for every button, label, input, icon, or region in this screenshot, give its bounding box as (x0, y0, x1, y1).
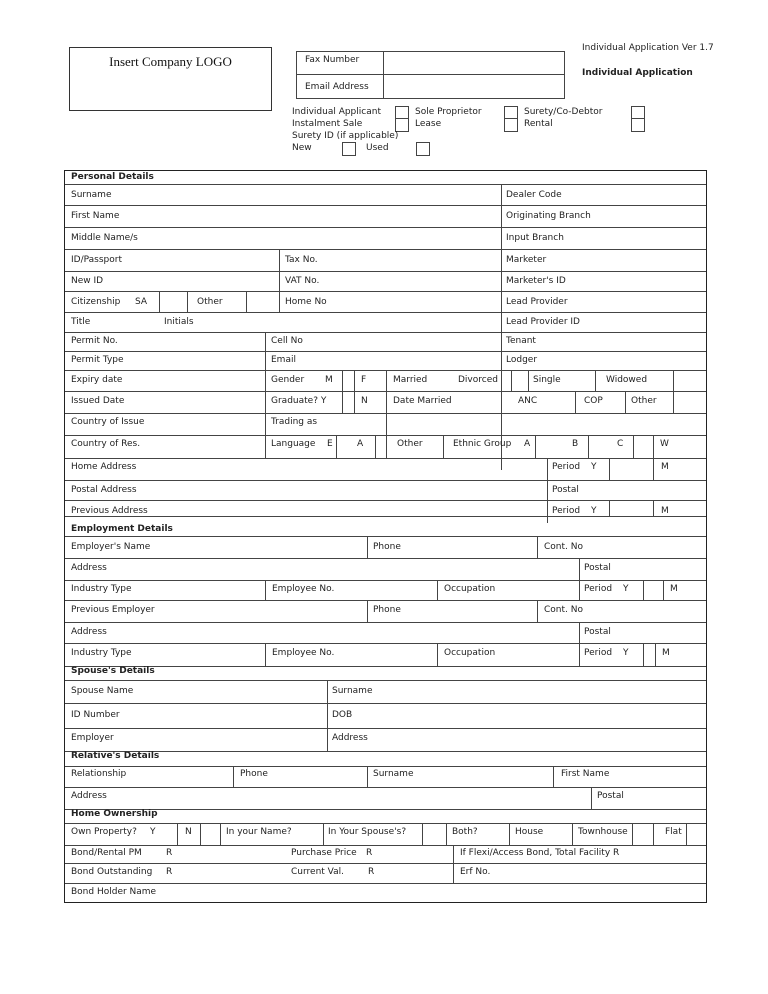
ethnic-a-label: A (524, 439, 531, 449)
contact-table (296, 51, 565, 99)
divorced-label: Divorced (458, 375, 498, 385)
in-your-name-label: In your Name? (226, 827, 292, 837)
new-id-label: New ID (71, 276, 104, 286)
home-period-label: Period (552, 462, 581, 472)
prev-employer-postal-label: Postal (584, 627, 611, 637)
citizenship-other-label: Other (197, 297, 223, 307)
prev-period-label: Period (552, 506, 581, 516)
prev-employer-cont-no-label: Cont. No (544, 605, 583, 615)
fax-label: Fax Number (305, 55, 360, 65)
country-res-label: Country of Res. (71, 439, 141, 449)
employer-cont-no-label: Cont. No (544, 542, 583, 552)
prev-period-m-label: M (661, 506, 669, 516)
initials-label: Initials (164, 317, 194, 327)
id-passport-label: ID/Passport (71, 255, 122, 265)
originating-branch-label: Originating Branch (506, 211, 591, 221)
marital-other-label: Other (631, 396, 657, 406)
rental-checkbox[interactable] (631, 118, 645, 132)
prev-employee-no-label: Employee No. (272, 648, 335, 658)
section-personal: Personal Details (71, 172, 154, 182)
employment-period-label: Period (584, 584, 613, 594)
house-label: House (515, 827, 544, 837)
prev-period-y-label: Y (591, 506, 597, 516)
employer-phone-label: Phone (373, 542, 401, 552)
sole-proprietor-label: Sole Proprietor (415, 107, 482, 117)
graduate-n-label: N (361, 396, 368, 406)
prev-employment-period-m-label: M (662, 648, 670, 658)
prev-occupation-label: Occupation (444, 648, 496, 658)
postal-address-label: Postal Address (71, 485, 137, 495)
home-address-label: Home Address (71, 462, 137, 472)
anc-label: ANC (518, 396, 538, 406)
personal-postal-label: Postal (552, 485, 579, 495)
employer-postal-label: Postal (584, 563, 611, 573)
flat-label: Flat (665, 827, 682, 837)
trading-as-label: Trading as (271, 417, 318, 427)
employer-address-label: Address (71, 563, 107, 573)
employment-period-m-label: M (670, 584, 678, 594)
date-married-label: Date Married (393, 396, 452, 406)
language-other-label: Other (397, 439, 423, 449)
marketer-label: Marketer (506, 255, 547, 265)
current-val-r-label: R (368, 867, 375, 877)
section-relative: Relative's Details (71, 751, 160, 761)
rental-label: Rental (524, 119, 553, 129)
lead-provider-label: Lead Provider (506, 297, 568, 307)
spouse-employer-label: Employer (71, 733, 114, 743)
section-home-ownership: Home Ownership (71, 809, 158, 819)
citizenship-label: Citizenship (71, 297, 121, 307)
relative-first-name-label: First Name (561, 769, 610, 779)
used-checkbox[interactable] (416, 142, 430, 156)
surname-label: Surname (71, 190, 112, 200)
home-no-label: Home No (285, 297, 327, 307)
used-label: Used (366, 143, 389, 153)
bond-outstanding-r-label: R (166, 867, 173, 877)
home-period-y-label: Y (591, 462, 597, 472)
single-label: Single (533, 375, 561, 385)
cop-label: COP (584, 396, 603, 406)
own-property-n-label: N (185, 827, 192, 837)
title-label: Title (71, 317, 91, 327)
logo-text: Insert Company LOGO (109, 54, 232, 69)
previous-employer-label: Previous Employer (71, 605, 155, 615)
previous-address-label: Previous Address (71, 506, 148, 516)
flexi-bond-label: If Flexi/Access Bond, Total Facility R (460, 848, 620, 858)
email-field-label: Email (271, 355, 296, 365)
language-label: Language (271, 439, 316, 449)
occupation-label: Occupation (444, 584, 496, 594)
relative-address-label: Address (71, 791, 107, 801)
email-input[interactable] (384, 75, 563, 97)
erf-no-label: Erf No. (460, 867, 491, 877)
new-label: New (292, 143, 312, 153)
language-e-label: E (327, 439, 333, 449)
form-title: Individual Application (582, 68, 693, 78)
purchase-price-r-label: R (366, 848, 373, 858)
in-spouses-name-label: In Your Spouse's? (328, 827, 407, 837)
relative-phone-label: Phone (240, 769, 268, 779)
ethnic-b-label: B (572, 439, 579, 449)
input-branch-label: Input Branch (506, 233, 564, 243)
graduate-label: Graduate? Y (271, 396, 327, 406)
lease-label: Lease (415, 119, 442, 129)
widowed-label: Widowed (606, 375, 648, 385)
gender-m-label: M (325, 375, 333, 385)
ethnic-c-label: C (617, 439, 624, 449)
spouse-address-label: Address (332, 733, 368, 743)
both-label: Both? (452, 827, 478, 837)
surety-id-label: Surety ID (if applicable) (292, 131, 399, 141)
lead-provider-id-label: Lead Provider ID (506, 317, 580, 327)
home-period-m-label: M (661, 462, 669, 472)
section-employment: Employment Details (71, 524, 173, 534)
instalment-sale-label: Instalment Sale (292, 119, 363, 129)
expiry-date-label: Expiry date (71, 375, 123, 385)
bond-rental-pm-label: Bond/Rental PM (71, 848, 142, 858)
permit-type-label: Permit Type (71, 355, 124, 365)
current-val-label: Current Val. (291, 867, 344, 877)
section-spouse: Spouse's Details (71, 666, 155, 676)
gender-label: Gender (271, 375, 305, 385)
ethnic-w-label: W (660, 439, 669, 449)
individual-applicant-label: Individual Applicant (292, 107, 381, 117)
issued-date-label: Issued Date (71, 396, 125, 406)
prev-employment-period-y-label: Y (623, 648, 629, 658)
marketers-id-label: Marketer's ID (506, 276, 566, 286)
prev-employment-period-label: Period (584, 648, 613, 658)
instalment-sale-checkbox[interactable] (395, 118, 409, 132)
married-label: Married (393, 375, 428, 385)
tax-no-label: Tax No. (285, 255, 318, 265)
spouse-dob-label: DOB (332, 710, 353, 720)
first-name-label: First Name (71, 211, 120, 221)
prev-employer-address-label: Address (71, 627, 107, 637)
townhouse-label: Townhouse (578, 827, 628, 837)
dealer-code-label: Dealer Code (506, 190, 562, 200)
bond-rental-r-label: R (166, 848, 173, 858)
version-label: Individual Application Ver 1.7 (582, 43, 714, 53)
prev-industry-type-label: Industry Type (71, 648, 132, 658)
relative-postal-label: Postal (597, 791, 624, 801)
bond-outstanding-label: Bond Outstanding (71, 867, 153, 877)
surety-codebtor-label: Surety/Co-Debtor (524, 107, 603, 117)
new-checkbox[interactable] (342, 142, 356, 156)
fax-input[interactable] (384, 53, 563, 74)
ethnic-group-label: Ethnic Group (453, 439, 512, 449)
citizenship-sa-label: SA (135, 297, 148, 307)
own-property-label: Own Property? (71, 827, 137, 837)
industry-type-label: Industry Type (71, 584, 132, 594)
purchase-price-label: Purchase Price (291, 848, 357, 858)
country-issue-label: Country of Issue (71, 417, 145, 427)
spouse-name-label: Spouse Name (71, 686, 134, 696)
lodger-label: Lodger (506, 355, 538, 365)
middle-names-label: Middle Name/s (71, 233, 138, 243)
gender-f-label: F (361, 375, 367, 385)
email-label: Email Address (305, 82, 369, 92)
employee-no-label: Employee No. (272, 584, 335, 594)
spouse-id-number-label: ID Number (71, 710, 120, 720)
relative-surname-label: Surname (373, 769, 414, 779)
employers-name-label: Employer's Name (71, 542, 151, 552)
employment-period-y-label: Y (623, 584, 629, 594)
vat-no-label: VAT No. (285, 276, 320, 286)
own-property-y-label: Y (150, 827, 156, 837)
spouse-surname-label: Surname (332, 686, 373, 696)
permit-no-label: Permit No. (71, 336, 118, 346)
logo-placeholder (69, 47, 272, 111)
tenant-label: Tenant (506, 336, 536, 346)
bond-holder-label: Bond Holder Name (71, 887, 157, 897)
language-a-label: A (357, 439, 364, 449)
prev-employer-phone-label: Phone (373, 605, 401, 615)
lease-checkbox[interactable] (504, 118, 518, 132)
relationship-label: Relationship (71, 769, 127, 779)
cell-no-label: Cell No (271, 336, 303, 346)
